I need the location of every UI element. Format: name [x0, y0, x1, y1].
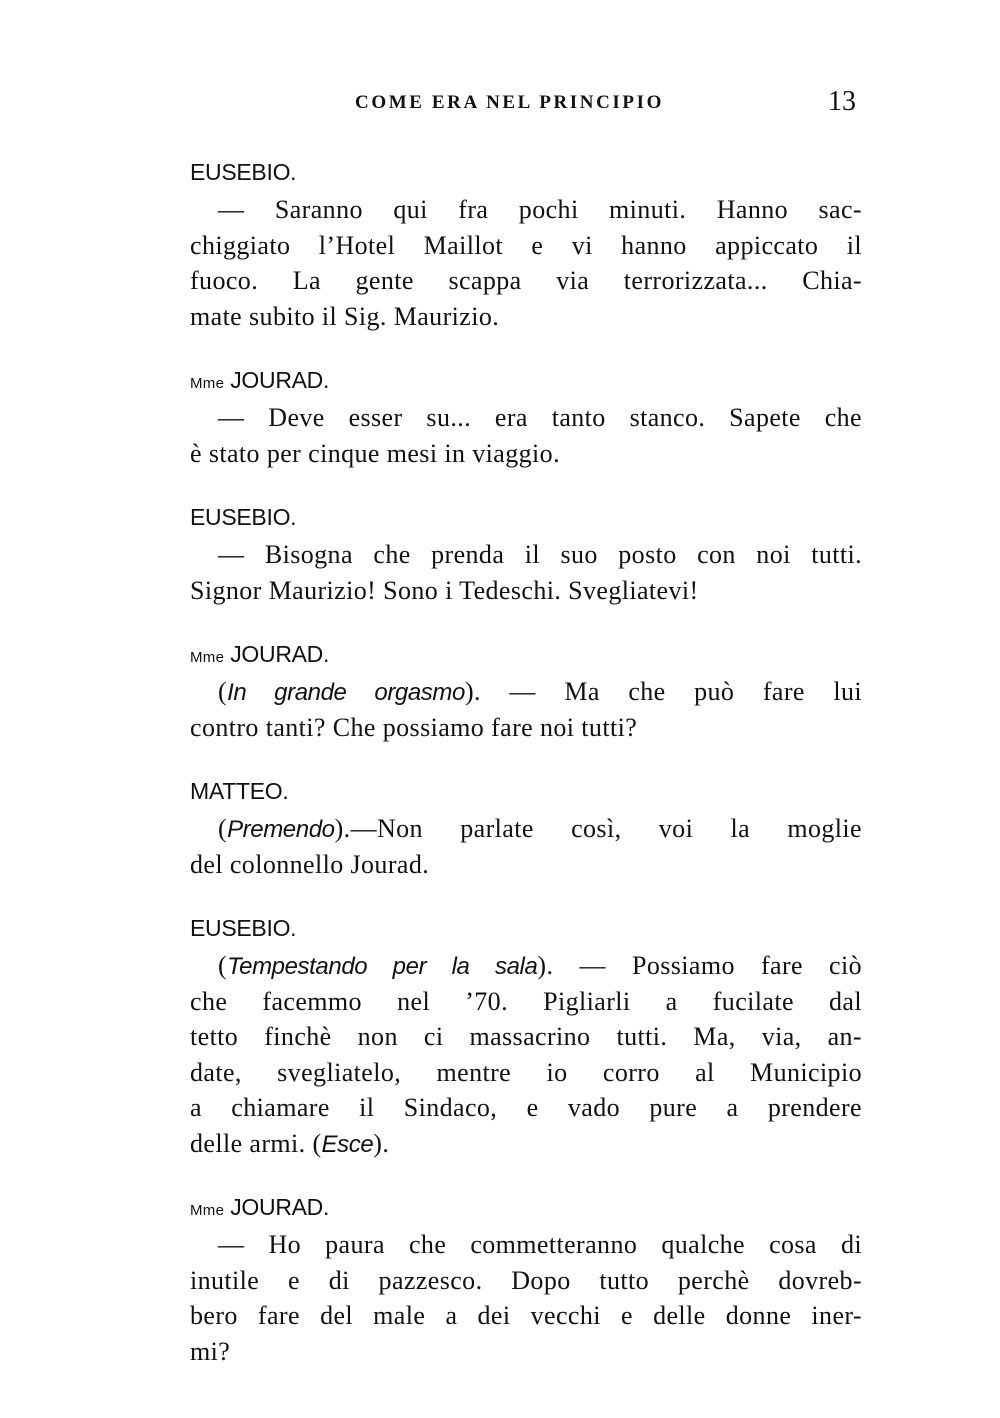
line-text: — Possiamo fare ciò	[553, 951, 863, 980]
text-line: che facemmo nel ’70. Pigliarli a fucilate dal	[190, 986, 862, 1016]
speaker-prefix: Mme	[190, 375, 225, 392]
stage-direction: In grande orgasmo	[227, 679, 465, 706]
text-line: — Deve esser su... era tanto stanco. Sapete che	[218, 403, 862, 432]
line-text: —Non parlate così, voi la moglie	[350, 814, 862, 843]
speech-eusebio-1	[190, 155, 862, 334]
text-line	[190, 948, 862, 984]
speaker-surname: JOURAD.	[230, 641, 330, 667]
speaker-name: EUSEBIO.	[190, 159, 297, 185]
text-line: contro tanti? Che possiamo fare noi tutti?	[190, 712, 638, 742]
text-line: tetto finchè non ci massacrino tutti. Ma, via, an-	[190, 1022, 862, 1051]
speech-matteo	[190, 774, 862, 882]
text-line: è stato per cinque mesi in viaggio.	[190, 438, 560, 468]
speaker-prefix: Mme	[190, 1202, 225, 1219]
text-line: inutile e di pazzesco. Dopo tutto perchè dovreb-	[190, 1265, 862, 1295]
speaker-surname: JOURAD.	[230, 367, 330, 393]
paren-close: ).	[537, 951, 554, 980]
text-line: — Bisogna che prenda il suo posto con noi tutti.	[218, 540, 862, 569]
speech-jourad-3	[190, 1190, 862, 1369]
text-line: date, svegliatelo, mentre io corro al Municipio	[190, 1057, 862, 1087]
line-text: ).	[373, 1128, 390, 1158]
speaker-prefix: Mme	[190, 649, 225, 666]
text-line: Signor Maurizio! Sono i Tedeschi. Svegliatevi!	[190, 575, 699, 605]
speaker-name: EUSEBIO.	[190, 504, 297, 530]
text-line	[190, 811, 862, 847]
line-text: delle armi. (	[190, 1128, 322, 1158]
stage-direction: Esce	[321, 1130, 374, 1158]
text-line: del colonnello Jourad.	[190, 849, 430, 879]
speaker-name: MATTEO.	[190, 778, 289, 804]
paren-open: (	[218, 814, 228, 843]
stage-direction: Premendo	[227, 816, 335, 843]
text-line: — Ho paura che commetteranno qualche cosa di	[218, 1230, 862, 1259]
page-number: 13	[828, 86, 856, 117]
speech-jourad-1	[190, 363, 862, 471]
paren-open: (	[218, 677, 228, 706]
running-header	[0, 86, 1000, 122]
text-line: bero fare del male a dei vecchi e delle donne iner-	[190, 1301, 862, 1330]
running-title: COME ERA NEL PRINCIPIO	[355, 92, 664, 113]
speech-eusebio-2	[190, 500, 862, 608]
speaker-name	[190, 1190, 862, 1227]
paren-close: ).	[334, 814, 351, 843]
speech-jourad-2	[190, 637, 862, 745]
text-line: mi?	[190, 1336, 231, 1366]
speaker-name	[190, 637, 862, 674]
text-line: — Saranno qui fra pochi minuti. Hanno sac-	[218, 195, 862, 224]
play-text	[190, 155, 862, 1398]
stage-direction: Tempestando per la sala	[227, 953, 538, 980]
speaker-name	[190, 363, 862, 400]
paren-close: ).	[464, 677, 481, 706]
text-line: mate subito il Sig. Maurizio.	[190, 301, 500, 331]
text-line	[190, 674, 862, 710]
text-line: fuoco. La gente scappa via terrorizzata... Chia-	[190, 266, 862, 295]
text-line: chiggiato l’Hotel Maillot e vi hanno appiccato il	[190, 230, 862, 260]
paren-open: (	[218, 951, 228, 980]
speaker-surname: JOURAD.	[230, 1194, 330, 1220]
text-line	[190, 1126, 862, 1162]
line-text: — Ma che può fare lui	[480, 677, 862, 706]
speech-eusebio-3	[190, 911, 862, 1161]
speaker-name: EUSEBIO.	[190, 915, 297, 941]
text-line: a chiamare il Sindaco, e vado pure a prendere	[190, 1093, 862, 1122]
